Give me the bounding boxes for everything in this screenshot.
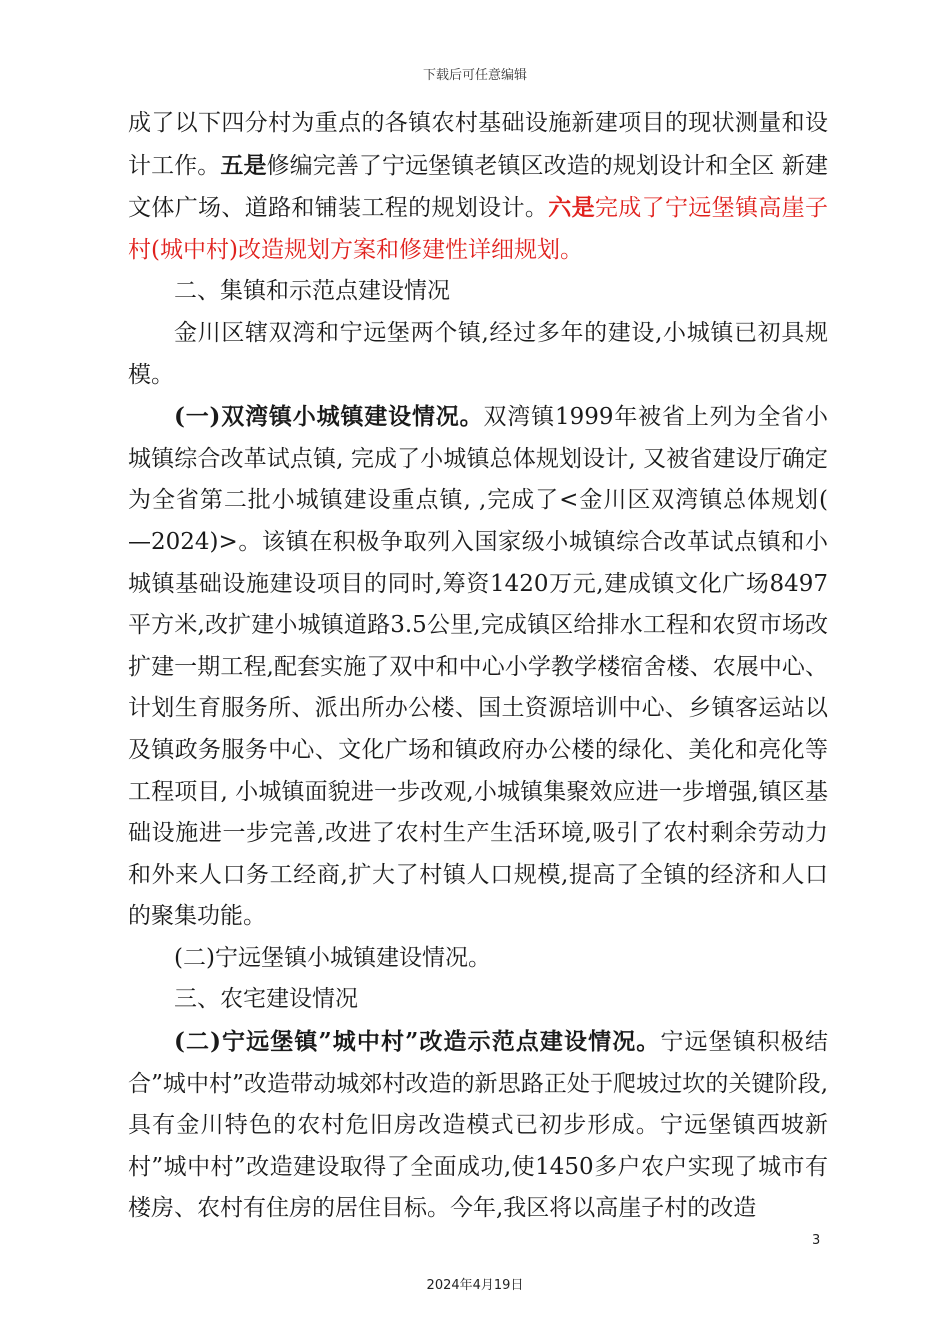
paragraph-intro-towns: 金川区辖双湾和宁远堡两个镇,经过多年的建设,小城镇已初具规模。: [128, 319, 828, 388]
subheading-ningyuanpu: (二)宁远堡镇小城镇建设情况。: [174, 944, 491, 971]
paragraph-text: 双湾镇1999年被省上列为全省小城镇综合改革试点镇, 完成了小城镇总体规划设计, 又被省建设厅确定为全省第二批小城镇建设重点镇, ,完成了<金川区双湾镇总体规划( —2024)>。该镇在积极争取列入国家级小城镇综合改革试点镇和小城镇基础设施建设项目的同时,筹资1420万元,建成镇文化广场8497平方米,改扩建小城镇道路3.5公里,完成镇区给排水工程和农贸市场改扩建一期工程,配套实施了双中和中心小学教学楼宿舍楼、农展中心、计划生育服务所、派出所办公楼、国土资源培训中心、乡镇客运站以及镇政务服务中心、文化广场和镇政府办公楼的绿化、美化和亮化等工程项目, 小城镇面貌进一步改观,小城镇集聚效应进一步增强,镇区基础设施进一步完善,改进了农村生产生活环境,吸引了农村剩余劳动力和外来人口务工经商,扩大了村镇人口规模,提高了全镇的经济和人口的聚集功能。: [128, 404, 828, 930]
paragraph-text: 宁远堡镇积极结合”城中村”改造带动城郊村改造的新思路正处于爬坡过坎的关键阶段,具有金川特色的农村危旧房改造模式已初步形成。宁远堡镇西坡新村”城中村”改造建设取得了全面成功,使1450多户农户实现了城市有楼房、农村有住房的居住目标。今年,我区将以高崖子村的改造: [128, 1029, 828, 1222]
bold-label-five: 五是: [220, 151, 267, 179]
document-body: [128, 103, 828, 1230]
page-footer-date: 2024年4月19日: [426, 1278, 524, 1293]
red-bold-label-six: 六是: [548, 194, 595, 222]
subheading-urban-village: (二)宁远堡镇”城中村”改造示范点建设情况。: [174, 1028, 661, 1056]
paragraph-shuangwan: [128, 396, 828, 938]
page-number: 3: [812, 1233, 821, 1248]
red-highlight-text: 完成了宁远堡镇高崖子村(城中村)改造规划方案和修建性详细规划。: [128, 195, 829, 263]
paragraph-urban-village: [128, 1021, 828, 1230]
paragraph-planning-items: [128, 103, 828, 271]
page-header: 下载后可任意编辑: [422, 68, 527, 83]
subheading-shuangwan: (一)双湾镇小城镇建设情况。: [174, 403, 484, 431]
paragraph-text: 修编完善了宁远堡镇老镇区改造的规划设计和全区 新建文体广场、道路和铺装工程的规划设计。: [128, 152, 829, 222]
section-heading-2: 二、集镇和示范点建设情况: [174, 278, 450, 305]
paragraph-text: 成了以下四分村为重点的各镇农村基础设施新建项目的现状测量和设计工作。: [128, 110, 828, 179]
section-heading-3: 三、农宅建设情况: [174, 986, 358, 1013]
